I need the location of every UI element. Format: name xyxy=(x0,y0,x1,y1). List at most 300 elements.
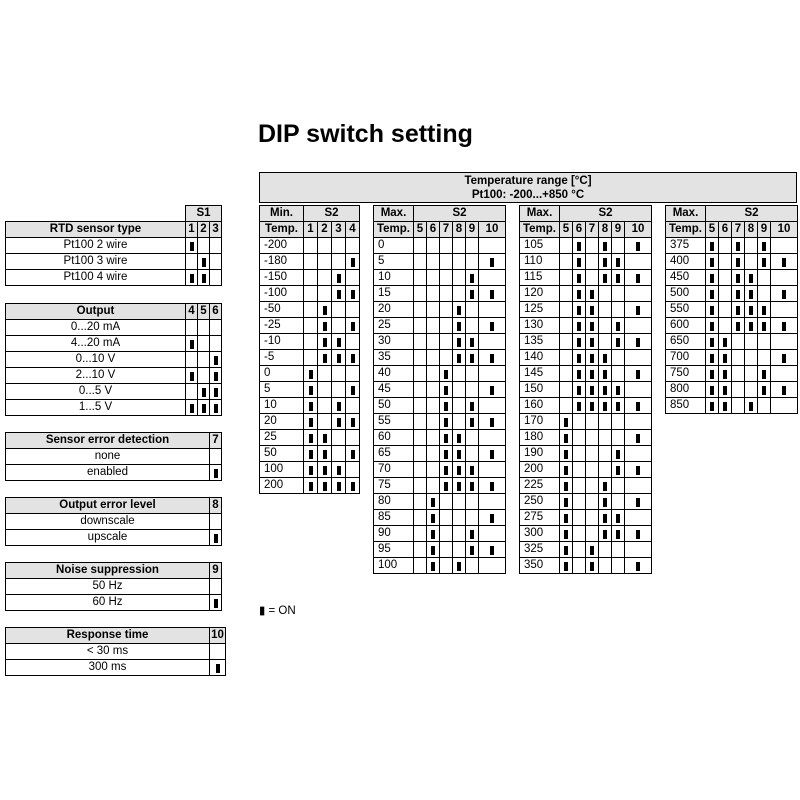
switch-on-icon xyxy=(214,356,218,365)
switch-cell xyxy=(625,382,652,398)
switch-cell xyxy=(318,398,332,414)
switch-on-icon xyxy=(337,402,341,411)
temperature-value: 450 xyxy=(666,270,706,286)
temperature-value: -200 xyxy=(260,238,304,254)
switch-number: 6 xyxy=(210,304,222,320)
switch-cell xyxy=(745,334,758,350)
switch-cell xyxy=(414,558,427,574)
switch-cell xyxy=(573,558,586,574)
table-row xyxy=(6,270,222,286)
switch-cell xyxy=(198,384,210,400)
switch-on-icon xyxy=(444,418,448,427)
switch-cell xyxy=(427,286,440,302)
switch-on-icon xyxy=(202,388,206,397)
switch-on-icon xyxy=(577,370,581,379)
switch-cell xyxy=(625,334,652,350)
switch-cell xyxy=(346,414,360,430)
temperature-value: -50 xyxy=(260,302,304,318)
switch-cell xyxy=(586,558,599,574)
switch-cell xyxy=(186,400,198,416)
switch-on-icon xyxy=(577,402,581,411)
switch-cell xyxy=(719,318,732,334)
switch-on-icon xyxy=(444,370,448,379)
option-label: downscale xyxy=(6,514,210,530)
switch-on-icon xyxy=(736,306,740,315)
switch-on-icon xyxy=(202,404,206,413)
switch-cell xyxy=(586,254,599,270)
switch-cell xyxy=(479,446,506,462)
switch-cell xyxy=(453,382,466,398)
switch-on-icon xyxy=(457,322,461,331)
switch-cell xyxy=(732,318,745,334)
section-label: RTD sensor type xyxy=(6,222,186,238)
switch-cell xyxy=(719,398,732,414)
header-row xyxy=(6,433,222,449)
switch-cell xyxy=(210,384,222,400)
temperature-value: 200 xyxy=(260,478,304,494)
switch-cell xyxy=(318,238,332,254)
max-temp-table-1 xyxy=(373,205,506,574)
switch-cell xyxy=(304,398,318,414)
switch-cell xyxy=(612,254,625,270)
switch-cell xyxy=(346,286,360,302)
option-label: 0...5 V xyxy=(6,384,186,400)
switch-cell xyxy=(719,286,732,302)
temperature-value: 105 xyxy=(520,238,560,254)
switch-cell xyxy=(440,350,453,366)
switch-on-icon xyxy=(590,562,594,571)
section-label: Output error level xyxy=(6,498,210,514)
header-row xyxy=(6,304,222,320)
temperature-value: 125 xyxy=(520,302,560,318)
switch-cell xyxy=(414,254,427,270)
table-row xyxy=(374,542,506,558)
switch-on-icon xyxy=(490,290,494,299)
switch-cell xyxy=(332,238,346,254)
switch-on-icon xyxy=(309,370,313,379)
switch-cell xyxy=(453,318,466,334)
switch-cell xyxy=(414,542,427,558)
switch-on-icon xyxy=(564,530,568,539)
table-row xyxy=(374,366,506,382)
switch-cell xyxy=(466,526,479,542)
switch-number: 6 xyxy=(573,222,586,238)
switch-cell xyxy=(332,318,346,334)
switch-cell xyxy=(453,430,466,446)
switch-on-icon xyxy=(470,290,474,299)
switch-number: 7 xyxy=(440,222,453,238)
switch-number: 9 xyxy=(466,222,479,238)
switch-cell xyxy=(453,366,466,382)
temperature-value: 325 xyxy=(520,542,560,558)
table-row xyxy=(260,366,360,382)
switch-on-icon xyxy=(762,370,766,379)
switch-on-icon xyxy=(309,434,313,443)
table-row xyxy=(260,414,360,430)
switch-on-icon xyxy=(564,450,568,459)
switch-cell xyxy=(573,318,586,334)
switch-on-icon xyxy=(577,354,581,363)
switch-on-icon xyxy=(762,306,766,315)
switch-on-icon xyxy=(323,466,327,475)
switch-cell xyxy=(440,430,453,446)
table-row xyxy=(374,414,506,430)
min-temp-table xyxy=(259,205,360,494)
switch-on-icon xyxy=(723,370,727,379)
switch-cell xyxy=(719,238,732,254)
option-label: 60 Hz xyxy=(6,595,210,611)
switch-on-icon xyxy=(710,290,714,299)
table-row xyxy=(520,334,652,350)
switch-number: 8 xyxy=(453,222,466,238)
temperature-value: -25 xyxy=(260,318,304,334)
switch-cell xyxy=(745,302,758,318)
temperature-value: 500 xyxy=(666,286,706,302)
switch-on-icon xyxy=(564,434,568,443)
switch-cell xyxy=(479,254,506,270)
switch-on-icon xyxy=(603,274,607,283)
switch-cell xyxy=(466,510,479,526)
switch-cell xyxy=(625,510,652,526)
switch-cell xyxy=(427,542,440,558)
switch-on-icon xyxy=(782,354,786,363)
switch-cell xyxy=(427,478,440,494)
switch-cell xyxy=(466,366,479,382)
temperature-value: 70 xyxy=(374,462,414,478)
temperature-value: -10 xyxy=(260,334,304,350)
switch-cell xyxy=(612,526,625,542)
switch-on-icon xyxy=(309,418,313,427)
switch-on-icon xyxy=(564,562,568,571)
switch-cell xyxy=(625,558,652,574)
table-row xyxy=(520,398,652,414)
switch-on-icon xyxy=(710,322,714,331)
switch-on-icon xyxy=(351,290,355,299)
switch-cell xyxy=(440,526,453,542)
switch-cell xyxy=(560,526,573,542)
switch-cell xyxy=(479,462,506,478)
switch-on-icon xyxy=(636,402,640,411)
switch-cell xyxy=(706,334,719,350)
switch-cell xyxy=(440,318,453,334)
switch-cell xyxy=(466,494,479,510)
switch-cell xyxy=(573,334,586,350)
switch-on-icon xyxy=(782,322,786,331)
temperature-value: 45 xyxy=(374,382,414,398)
switch-number: 6 xyxy=(719,222,732,238)
switch-cell xyxy=(719,302,732,318)
table-row xyxy=(666,270,798,286)
switch-cell xyxy=(560,398,573,414)
switch-cell xyxy=(745,270,758,286)
switch-cell xyxy=(210,400,222,416)
table-row xyxy=(6,336,222,352)
switch-on-icon xyxy=(214,372,218,381)
temperature-value: 95 xyxy=(374,542,414,558)
temperature-value: -180 xyxy=(260,254,304,270)
temperature-value: 170 xyxy=(520,414,560,430)
temperature-value: 55 xyxy=(374,414,414,430)
table-row xyxy=(260,478,360,494)
switch-cell xyxy=(586,302,599,318)
switch-cell xyxy=(573,414,586,430)
switch-cell xyxy=(414,414,427,430)
switch-cell xyxy=(198,400,210,416)
switch-cell xyxy=(586,318,599,334)
switch-on-icon xyxy=(616,402,620,411)
switch-on-icon xyxy=(190,242,194,251)
section-label: Output xyxy=(6,304,186,320)
switch-on-icon xyxy=(577,274,581,283)
switch-cell xyxy=(599,430,612,446)
switch-cell xyxy=(479,270,506,286)
switch-cell xyxy=(586,446,599,462)
switch-number: 10 xyxy=(625,222,652,238)
switch-on-icon xyxy=(337,290,341,299)
switch-cell xyxy=(210,595,222,611)
switch-cell xyxy=(414,318,427,334)
switch-cell xyxy=(427,446,440,462)
switch-cell xyxy=(719,382,732,398)
switch-cell xyxy=(625,462,652,478)
switch-cell xyxy=(758,286,771,302)
table-row xyxy=(374,350,506,366)
switch-cell xyxy=(625,430,652,446)
section-label: Noise suppression xyxy=(6,563,210,579)
switch-cell xyxy=(573,510,586,526)
switch-cell xyxy=(479,414,506,430)
table-row xyxy=(520,526,652,542)
switch-cell xyxy=(612,350,625,366)
switch-cell xyxy=(414,510,427,526)
switch-cell xyxy=(466,430,479,446)
switch-cell xyxy=(560,366,573,382)
switch-cell xyxy=(732,302,745,318)
switch-cell xyxy=(586,526,599,542)
switch-on-icon xyxy=(616,466,620,475)
switch-cell xyxy=(466,350,479,366)
table-row xyxy=(374,254,506,270)
table-row xyxy=(666,382,798,398)
switch-cell xyxy=(599,494,612,510)
switch-number: 7 xyxy=(586,222,599,238)
switch-on-icon xyxy=(636,498,640,507)
switch-cell xyxy=(586,286,599,302)
switch-cell xyxy=(771,366,798,382)
switch-on-icon xyxy=(351,354,355,363)
switch-cell xyxy=(586,462,599,478)
switch-on-icon xyxy=(590,338,594,347)
switch-cell xyxy=(719,254,732,270)
switch-cell xyxy=(414,430,427,446)
switch-cell xyxy=(440,270,453,286)
switch-cell xyxy=(560,382,573,398)
switch-cell xyxy=(210,449,222,465)
switch-cell xyxy=(758,238,771,254)
switch-cell xyxy=(479,350,506,366)
switch-cell xyxy=(414,286,427,302)
switch-on-icon xyxy=(636,434,640,443)
table-row xyxy=(520,302,652,318)
switch-cell xyxy=(479,478,506,494)
switch-group-label: S2 xyxy=(414,206,506,222)
switch-on-icon xyxy=(309,482,313,491)
switch-on-icon xyxy=(749,274,753,283)
switch-cell xyxy=(479,430,506,446)
switch-cell xyxy=(440,366,453,382)
switch-cell xyxy=(453,526,466,542)
response-time-table xyxy=(5,627,226,676)
switch-cell xyxy=(586,510,599,526)
switch-cell xyxy=(318,334,332,350)
switch-cell xyxy=(758,382,771,398)
switch-on-icon xyxy=(564,498,568,507)
switch-number: 4 xyxy=(346,222,360,238)
switch-cell xyxy=(758,254,771,270)
switch-cell xyxy=(771,350,798,366)
switch-cell xyxy=(332,286,346,302)
output-error-level-table xyxy=(5,497,222,546)
switch-cell xyxy=(414,526,427,542)
switch-on-icon xyxy=(216,664,220,673)
temperature-value: 60 xyxy=(374,430,414,446)
temperature-value: 400 xyxy=(666,254,706,270)
table-row xyxy=(374,270,506,286)
switch-cell xyxy=(453,494,466,510)
table-row xyxy=(666,398,798,414)
temperature-value: 375 xyxy=(666,238,706,254)
temperature-value: 850 xyxy=(666,398,706,414)
switch-cell xyxy=(560,318,573,334)
table-row xyxy=(520,478,652,494)
switch-cell xyxy=(573,478,586,494)
switch-on-icon xyxy=(431,562,435,571)
table-row xyxy=(520,510,652,526)
switch-cell xyxy=(453,542,466,558)
switch-cell xyxy=(479,334,506,350)
switch-cell xyxy=(304,334,318,350)
switch-cell xyxy=(414,270,427,286)
switch-cell xyxy=(612,542,625,558)
temperature-range-title: Temperature range [°C] xyxy=(464,175,592,187)
switch-on-icon xyxy=(616,530,620,539)
switch-cell xyxy=(599,366,612,382)
switch-on-icon xyxy=(457,354,461,363)
switch-number: 9 xyxy=(758,222,771,238)
temperature-value: -5 xyxy=(260,350,304,366)
switch-on-icon xyxy=(736,274,740,283)
switch-on-icon xyxy=(214,599,218,608)
switch-cell xyxy=(427,334,440,350)
switch-cell xyxy=(625,238,652,254)
switch-cell xyxy=(186,352,198,368)
switch-on-icon xyxy=(590,386,594,395)
switch-group-label: S2 xyxy=(304,206,360,222)
table-row xyxy=(374,510,506,526)
temperature-value: 30 xyxy=(374,334,414,350)
switch-on-icon xyxy=(603,242,607,251)
switch-cell xyxy=(599,510,612,526)
temperature-value: 350 xyxy=(520,558,560,574)
table-row xyxy=(520,350,652,366)
switch-on-icon xyxy=(564,466,568,475)
switch-cell xyxy=(706,398,719,414)
switch-on-icon xyxy=(351,418,355,427)
switch-cell xyxy=(719,350,732,366)
switch-on-icon xyxy=(710,338,714,347)
table-row xyxy=(6,449,222,465)
switch-cell xyxy=(186,254,198,270)
switch-cell xyxy=(427,270,440,286)
switch-number: 5 xyxy=(706,222,719,238)
switch-cell xyxy=(586,334,599,350)
switch-on-icon xyxy=(490,546,494,555)
switch-on-icon xyxy=(782,386,786,395)
switch-on-icon xyxy=(603,258,607,267)
switch-cell xyxy=(210,579,222,595)
switch-on-icon xyxy=(490,322,494,331)
switch-cell xyxy=(599,382,612,398)
table-row xyxy=(374,446,506,462)
table-row xyxy=(666,366,798,382)
switch-on-icon xyxy=(323,482,327,491)
switch-on-icon xyxy=(444,482,448,491)
temp-head-label: Max. xyxy=(520,206,560,222)
temperature-value: 190 xyxy=(520,446,560,462)
header-row xyxy=(260,222,360,238)
switch-on-icon xyxy=(762,242,766,251)
switch-cell xyxy=(560,558,573,574)
switch-on-icon xyxy=(444,434,448,443)
switch-cell xyxy=(758,398,771,414)
switch-cell xyxy=(304,414,318,430)
switch-cell xyxy=(599,414,612,430)
noise-suppression-table xyxy=(5,562,222,611)
switch-cell xyxy=(573,398,586,414)
switch-cell xyxy=(453,238,466,254)
switch-on-icon xyxy=(490,386,494,395)
temperature-value: 225 xyxy=(520,478,560,494)
switch-on-icon xyxy=(577,258,581,267)
option-label: 300 ms xyxy=(6,660,210,676)
temperature-value: 5 xyxy=(374,254,414,270)
switch-on-icon xyxy=(749,322,753,331)
table-row xyxy=(520,462,652,478)
max-temp-table-3 xyxy=(665,205,798,414)
switch-on-icon xyxy=(431,514,435,523)
switch-cell xyxy=(573,382,586,398)
switch-on-icon xyxy=(603,514,607,523)
switch-cell xyxy=(758,366,771,382)
switch-cell xyxy=(625,478,652,494)
switch-cell xyxy=(210,465,222,481)
table-row xyxy=(520,318,652,334)
switch-cell xyxy=(414,334,427,350)
temperature-value: 100 xyxy=(374,558,414,574)
switch-cell xyxy=(332,334,346,350)
switch-cell xyxy=(332,430,346,446)
switch-cell xyxy=(440,462,453,478)
temperature-value: 550 xyxy=(666,302,706,318)
temperature-value: 40 xyxy=(374,366,414,382)
switch-on-icon xyxy=(723,338,727,347)
temperature-value: 50 xyxy=(374,398,414,414)
temperature-range-header xyxy=(259,172,797,203)
switch-cell xyxy=(318,254,332,270)
option-label: 50 Hz xyxy=(6,579,210,595)
switch-on-icon xyxy=(351,482,355,491)
switch-cell xyxy=(599,238,612,254)
